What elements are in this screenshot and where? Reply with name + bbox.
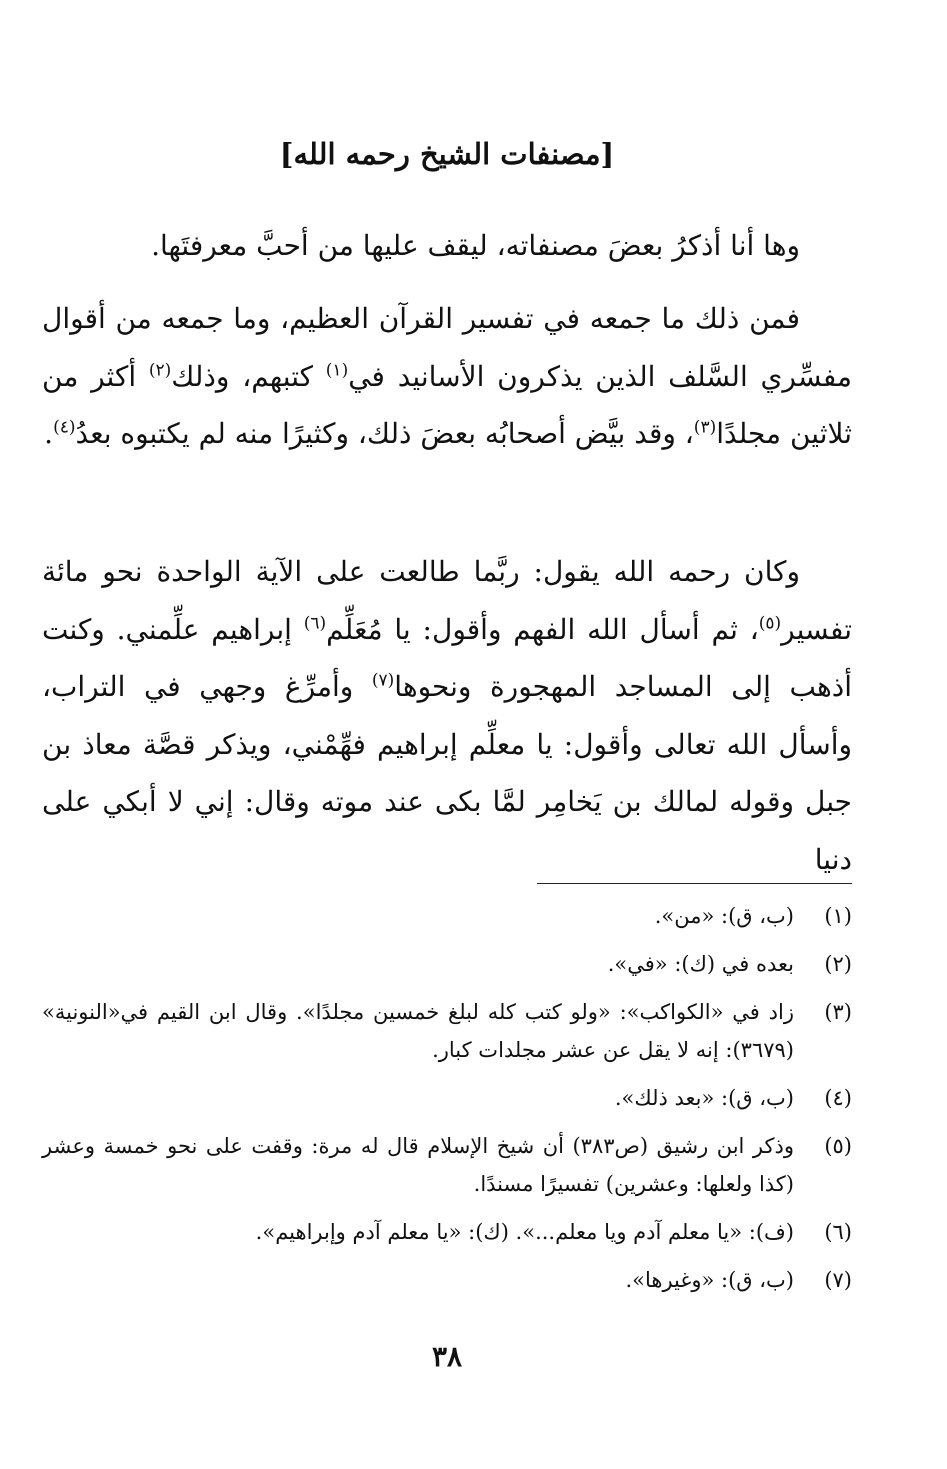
paragraph-text: وأمرِّغ وجهي في التراب، وأسأل الله تعالى وأقول: يا معلِّم إبراهيم فهِّمْني، ويذكر قصَّة معاذ بن جبل وقوله لمالك بن يَخامِر لمَّا بكى عند موته وقال: إني لا أبكي على دنيا <box>42 670 852 876</box>
footnote-number: (٤) <box>824 1086 852 1110</box>
footnote-divider <box>537 883 852 884</box>
footnote-item <box>42 1213 852 1251</box>
paragraph-text: فمن ذلك ما جمعه في تفسير القرآن العظيم، وما جمعه من أقوال مفسِّري السَّلف الذين يذكرون الأسانيد في <box>42 302 852 393</box>
footnote-number: (٢) <box>824 952 852 976</box>
footnote-item <box>42 1079 852 1117</box>
paragraph-text: كتبهم، وذلك <box>171 359 326 393</box>
footnote-number: (٦) <box>824 1220 852 1244</box>
footnote-text: (ب، ق): «من». <box>654 904 794 928</box>
footnote-text: زاد في «الكواكب»: «ولو كتب كله لبلغ خمسين مجلدًا». وقال ابن القيم في«النونية» (٣٦٧٩): إنه لا يقل عن عشر مجلدات كبار. <box>42 1000 794 1062</box>
paragraph-text: ، ثم أسأل الله الفهم وأقول: يا مُعَلِّم <box>326 612 759 646</box>
section-title: [مصنفات الشيخ رحمه الله] <box>279 137 615 171</box>
document-page <box>42 0 852 1469</box>
paragraph-study-method <box>42 543 852 888</box>
footnote-text: (ب، ق): «وغيرها». <box>625 1268 794 1292</box>
paragraph-text: وكان رحمه الله يقول: ربَّما طالعت على الآية الواحدة نحو مائة تفسير <box>42 555 852 646</box>
footnote-text: بعده في (ك): «في». <box>607 952 794 976</box>
footnote-item <box>42 1261 852 1299</box>
footnote-ref-5[interactable]: (٥) <box>758 613 782 634</box>
page-number: ٣٨ <box>431 1340 463 1373</box>
footnote-number: (٣) <box>824 1000 852 1024</box>
paragraph-text: إبراهيم علِّمني. وكنت أذهب إلى المساجد المهجورة ونحوها <box>42 612 852 703</box>
footnote-number: (١) <box>824 904 852 928</box>
footnote-number: (٧) <box>824 1268 852 1292</box>
footnote-ref-2[interactable]: (٢) <box>148 360 172 381</box>
footnote-ref-3[interactable]: (٣) <box>693 417 717 438</box>
footnote-text: (ف): «يا معلم آدم ويا معلم...». (ك): «يا معلم آدم وإبراهيم». <box>255 1220 794 1244</box>
footnote-ref-7[interactable]: (٧) <box>371 670 395 691</box>
footnote-item <box>42 1127 852 1203</box>
paragraph-tafsir-works <box>42 290 852 463</box>
footnote-text: وذكر ابن رشيق (ص٣٨٣) أن شيخ الإسلام قال له مرة: وقفت على نحو خمسة وعشر (كذا ولعلها: وعشرين) تفسيرًا مسندًا. <box>42 1134 794 1196</box>
footnote-ref-4[interactable]: (٤) <box>53 417 76 438</box>
footnote-ref-6[interactable]: (٦) <box>303 613 327 634</box>
footnote-item <box>42 993 852 1069</box>
footnote-item <box>42 897 852 935</box>
footnote-number: (٥) <box>824 1134 852 1158</box>
paragraph-text: . <box>44 417 54 450</box>
paragraph-text: ، وقد بيَّض أصحابُه بعضَ ذلك، وكثيرًا منه لم يكتبوه بعدُ <box>75 417 694 450</box>
footnote-ref-1[interactable]: (١) <box>325 360 349 381</box>
intro-paragraph: وها أنا أذكرُ بعضَ مصنفاته، ليقف عليها من أحبَّ معرفتَها. <box>151 229 800 262</box>
footnote-item <box>42 945 852 983</box>
footnotes-list <box>42 897 852 1309</box>
paragraph-text: أكثر من ثلاثين مجلدًا <box>42 359 852 450</box>
footnote-text: (ب، ق): «بعد ذلك». <box>614 1086 794 1110</box>
